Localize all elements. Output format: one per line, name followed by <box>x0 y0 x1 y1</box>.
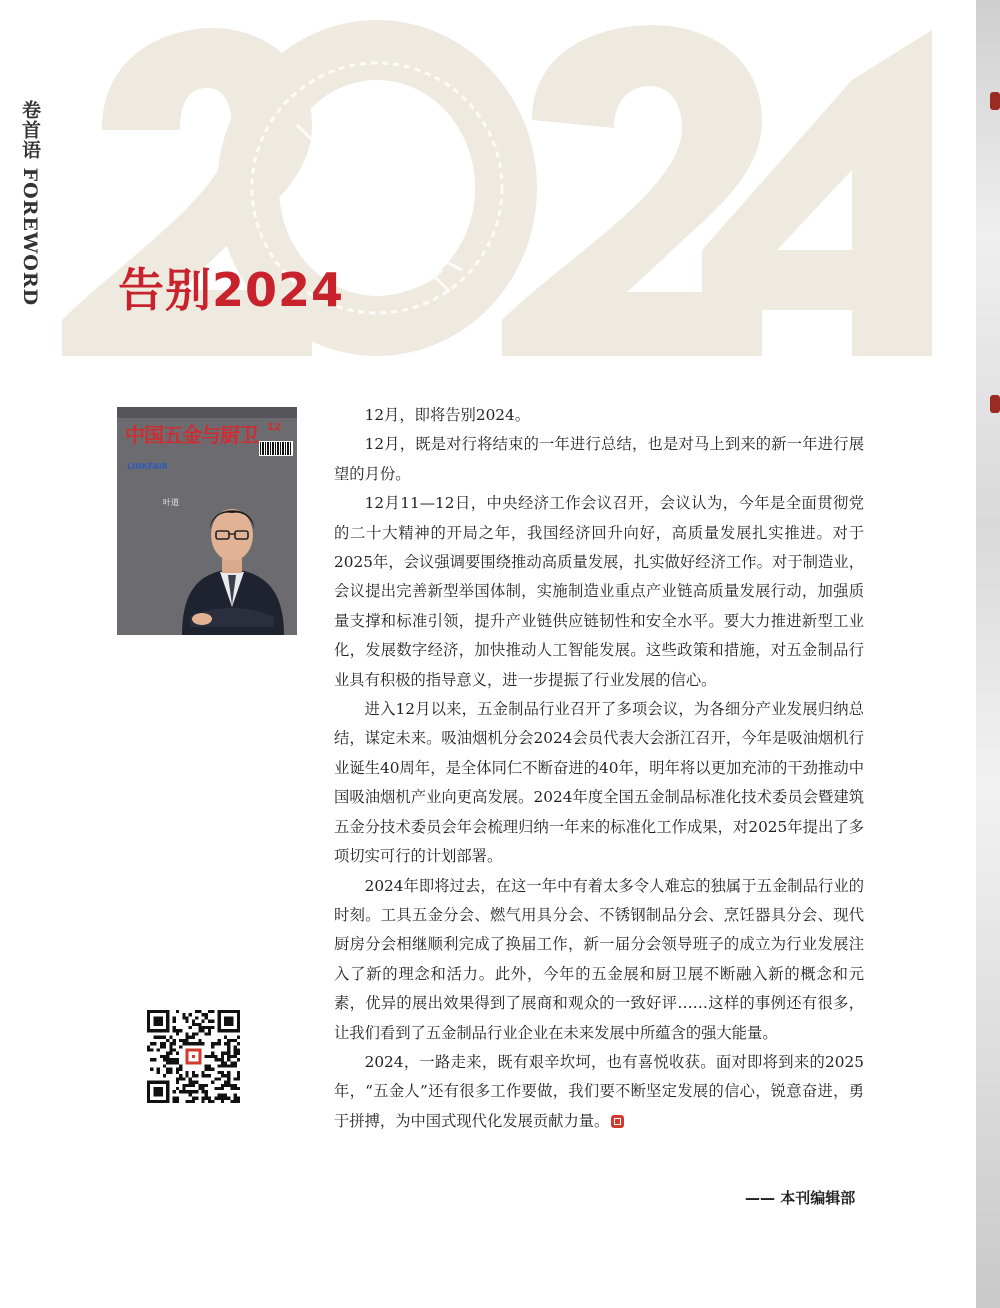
cover-person-name: 叶道 <box>163 498 179 507</box>
qr-code-pattern <box>147 1010 240 1103</box>
edge-decoration <box>990 92 1000 110</box>
article-paragraph: 2024年即将过去，在这一年中有着太多令人难忘的独属于五金制品行业的时刻。工具五金分会、燃气用具分会、不锈钢制品分会、烹饪器具分会、现代厨房分会相继顺利完成了换届工作，新一届分会领导班子的成立为行业发展注入了新的理念和活力。此外，今年的五金展和厨卫展不断融入新的概念和元素，优异的展出效果得到了展商和观众的一致好评……这样的事例还有很多，让我们看到了五金制品行业企业在未来发展中所蕴含的强大能量。 <box>334 876 864 1042</box>
cover-masthead: 中国五金与厨卫 <box>125 423 258 447</box>
article-paragraph: 12月，即将告别2024。 <box>364 406 531 424</box>
cover-person-portrait <box>172 477 292 635</box>
side-section-label: 卷首语 FOREWORD <box>19 100 41 307</box>
qr-code-icon[interactable] <box>147 1010 240 1103</box>
article-paragraph: 进入12月以来，五金制品行业召开了多项会议，为各细分产业发展归纳总结，谋定未来。吸油烟机分会2024会员代表大会浙江召开，今年是吸油烟机行业诞生40周年，是全体同仁不断奋进的40年，明年将以更加充沛的干劲推动中国吸油烟机产业向更高发展。2024年度全国五金制品标准化技术委员会暨建筑五金分技术委员会年会梳理归纳一年来的标准化工作成果，对2025年提出了多项切实可行的计划部署。 <box>334 700 864 866</box>
article-paragraph-last <box>334 1048 864 1136</box>
page-title: 告别2024 <box>118 263 345 317</box>
article-body <box>334 401 864 1136</box>
article-signature: —— 本刊编辑部 <box>745 1189 856 1207</box>
cover-brand-logo: LINKFAIR <box>127 462 168 471</box>
barcode-icon <box>259 441 293 456</box>
cover-issue-number: 12 <box>267 422 281 433</box>
edge-decoration <box>990 395 1000 413</box>
article-paragraph-text: 2024，一路走来，既有艰辛坎坷，也有喜悦收获。面对即将到来的2025年，“五金人”还有很多工作要做，我们要不断坚定发展的信心，锐意奋进，勇于拼搏，为中国式现代化发展贡献力量。 <box>334 1052 864 1130</box>
article-paragraph: 12月，既是对行将结束的一年进行总结，也是对马上到来的新一年进行展望的月份。 <box>334 435 864 483</box>
cover-top-bar <box>117 407 297 418</box>
page-edge-strip <box>976 0 1000 1308</box>
magazine-cover <box>117 407 297 635</box>
article-paragraph: 12月11—12日，中央经济工作会议召开，会议认为，今年是全面贯彻党的二十大精神的开局之年，我国经济回升向好，高质量发展扎实推进。对于2025年，会议强调要围绕推动高质量发展，扎实做好经济工作。对于制造业，会议提出完善新型举国体制，实施制造业重点产业链高质量发展行动，加强质量支撑和标准引领，提升产业链供应链韧性和安全水平。要大力推进新型工业化，发展数字经济，加快推动人工智能发展。这些政策和措施，对五金制品行业具有积极的指导意义，进一步提振了行业发展的信心。 <box>334 494 864 689</box>
end-mark-icon <box>611 1115 624 1128</box>
